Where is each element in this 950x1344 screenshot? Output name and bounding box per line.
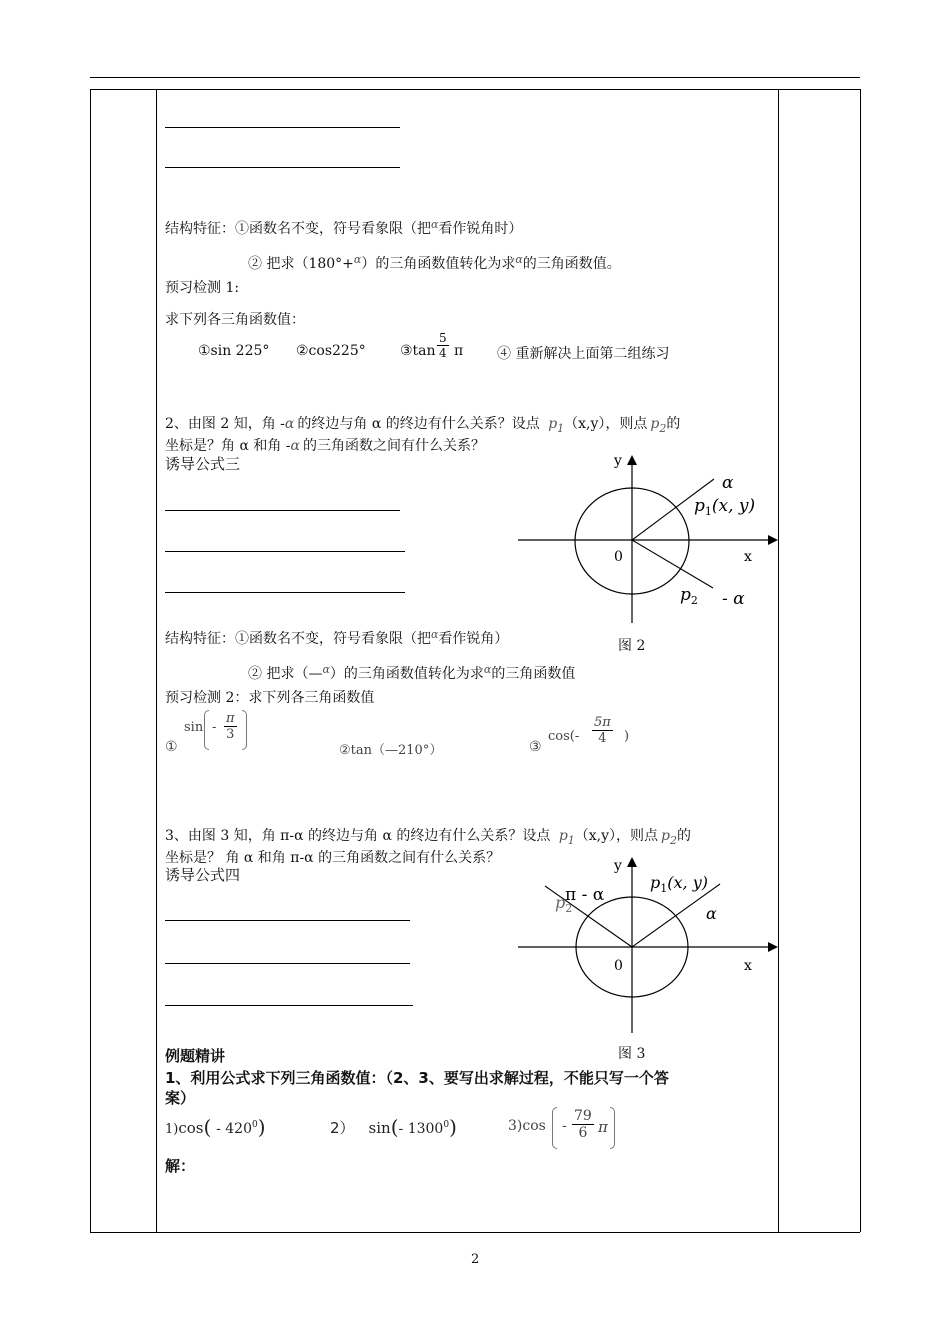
structure-feature-line-2: ② 把求（—$^\alpha$）的三角函数值转化为求$^\alpha$的三角函数值 <box>248 663 576 682</box>
alpha-symbol: α <box>483 663 492 676</box>
check2-ex1-label: ① <box>165 739 178 755</box>
exercise-sin225: ①sin 225° <box>198 343 270 359</box>
origin-label: 0 <box>614 958 623 974</box>
induction-formula-3-title: 诱导公式三 <box>165 455 241 473</box>
question-2-line-1: 2、由图 2 知，角 -α 的终边与角 α 的终边有什么关系？设点 $p_1(x,y)$，则点 $p_2$的 <box>165 416 681 435</box>
alpha-symbol: α <box>284 416 295 432</box>
alpha-symbol: α <box>431 628 439 641</box>
figure-2-caption: 图 2 <box>618 638 646 654</box>
page-number: 2 <box>471 1252 480 1267</box>
preview-check-1-intro: 求下列各三角函数值： <box>165 312 305 328</box>
fraction-5-over-4: $\frac{5}{4}$ <box>439 331 447 360</box>
question-2-line-2: 坐标是？角 α 和角 -α 的三角函数之间有什么关系？ <box>165 438 486 454</box>
exercise-tan-pi: π <box>454 343 464 359</box>
table-bottom-border <box>90 1232 860 1233</box>
alpha-symbol: α <box>515 253 523 266</box>
terminal-side-neg-alpha <box>632 540 713 588</box>
check2-ex3-label: ③ <box>529 739 542 755</box>
table-col-divider-1 <box>156 89 157 1232</box>
x-axis-arrow <box>768 535 778 545</box>
table-col-divider-2 <box>778 89 779 1232</box>
check2-ex2: ②tan（—210°） <box>339 743 443 758</box>
example-3: 3)cos <box>508 1118 546 1134</box>
examples-title: 例题精讲 <box>165 1047 226 1065</box>
exercise-redo-group2: ④ 重新解决上面第二组练习 <box>497 346 670 362</box>
examples-question-line-1: 1、利用公式求下列三角函数值：（2、3、要写出求解过程，不能只写一个答 <box>165 1069 669 1087</box>
preview-check-2-title: 预习检测 2：求下列各三角函数值 <box>165 690 375 706</box>
x-axis-label: x <box>744 958 752 974</box>
paren-right <box>610 1107 615 1149</box>
answer-blank-line <box>165 551 405 552</box>
origin-label: 0 <box>614 549 623 565</box>
x-axis-arrow <box>768 942 778 952</box>
point-p1-label: $p_1$ <box>548 416 565 435</box>
paren-left <box>552 1107 557 1149</box>
answer-blank-line <box>165 1005 413 1006</box>
structure-feature-line-1: 结构特征：①函数名不变，符号看象限（把$^\alpha$看作锐角） <box>165 628 509 647</box>
neg-alpha-label: - α <box>722 589 745 609</box>
y-axis-arrow <box>627 857 637 867</box>
answer-blank-line <box>165 963 410 964</box>
unit-circle-figure-2 <box>510 445 785 660</box>
table-left-border <box>90 89 91 1232</box>
paren-right <box>242 710 247 750</box>
preview-check-1-title: 预习检测 1: <box>165 280 240 296</box>
y-axis-label: y <box>614 858 622 874</box>
x-axis-label: x <box>744 549 752 565</box>
question-3-line-1: 3、由图 3 知，角 π-α 的终边与角 α 的终边有什么关系？设点 $p_1(x,y)$，则点 $p_2$的 <box>165 828 692 847</box>
answer-label: 解： <box>165 1157 196 1175</box>
structure-feature-line-2: ② 把求（180°+$^\alpha$）的三角函数值转化为求$^\alpha$的三角函数值。 <box>248 253 621 272</box>
example-3-pi: π <box>598 1118 608 1136</box>
structure-feature-line-1: 结构特征：①函数名不变，符号看象限（把$^\alpha$看作锐角时） <box>165 218 523 237</box>
pi-minus-alpha-label: π - α <box>565 885 605 905</box>
exercise-tan-label: ③tan <box>400 343 436 359</box>
answer-blank-line <box>165 127 400 128</box>
fraction-pi-over-3: $\frac{\pi}{3}$ <box>226 711 235 742</box>
answer-blank-line <box>165 510 400 511</box>
alpha-symbol: α <box>290 438 301 454</box>
examples-question-line-2: 案） <box>165 1089 196 1107</box>
y-axis-label: y <box>614 453 622 469</box>
alpha-symbol: α <box>322 663 330 676</box>
fraction-5pi-over-4: $\frac{5\pi}{4}$ <box>594 715 611 746</box>
question-3-line-2: 坐标是？ 角 α 和角 π-α 的三角函数之间有什么关系？ <box>165 850 501 866</box>
paren-left <box>204 710 209 750</box>
answer-blank-line <box>165 167 400 168</box>
induction-formula-4-title: 诱导公式四 <box>165 866 241 884</box>
example-3-minus: - <box>562 1118 567 1134</box>
point-p1-label: $p_1$ <box>558 828 575 847</box>
example-2: 2） sin(- 1300$^0$) <box>330 1115 457 1139</box>
answer-blank-line <box>165 592 405 593</box>
check2-ex3-close: ) <box>624 729 630 744</box>
p2-label: $p_2$ <box>555 893 573 915</box>
alpha-symbol: α <box>431 218 439 231</box>
unit-circle-figure-3 <box>510 850 785 1040</box>
header-rule <box>90 77 860 78</box>
check2-ex1-minus: - <box>212 720 217 735</box>
figure-3-caption: 图 3 <box>618 1046 646 1062</box>
p1-label: $p_1(x$, y) <box>650 873 708 895</box>
alpha-symbol: α <box>353 253 362 266</box>
exercise-cos225: ②cos225° <box>296 343 366 359</box>
alpha-label: α <box>722 473 734 493</box>
table-top-border <box>90 89 860 90</box>
answer-blank-line <box>165 920 410 921</box>
point-p2-label: $p_2$ <box>661 828 678 847</box>
check2-ex3-func: cos(- <box>548 729 580 744</box>
table-right-border <box>860 89 861 1232</box>
example-1: $1)\cos( - 420^0)$ <box>165 1115 266 1139</box>
p1-label: $p_1(x$, y) <box>694 496 756 518</box>
fraction-79-over-6: $\frac{79}{6}$ <box>574 1108 592 1141</box>
alpha-label: α <box>706 904 717 923</box>
check2-ex1-func: sin <box>184 720 204 735</box>
p2-label: $p_2$ <box>680 585 698 607</box>
y-axis-arrow <box>627 455 637 465</box>
point-p2-label: $p_2$ <box>650 416 667 435</box>
